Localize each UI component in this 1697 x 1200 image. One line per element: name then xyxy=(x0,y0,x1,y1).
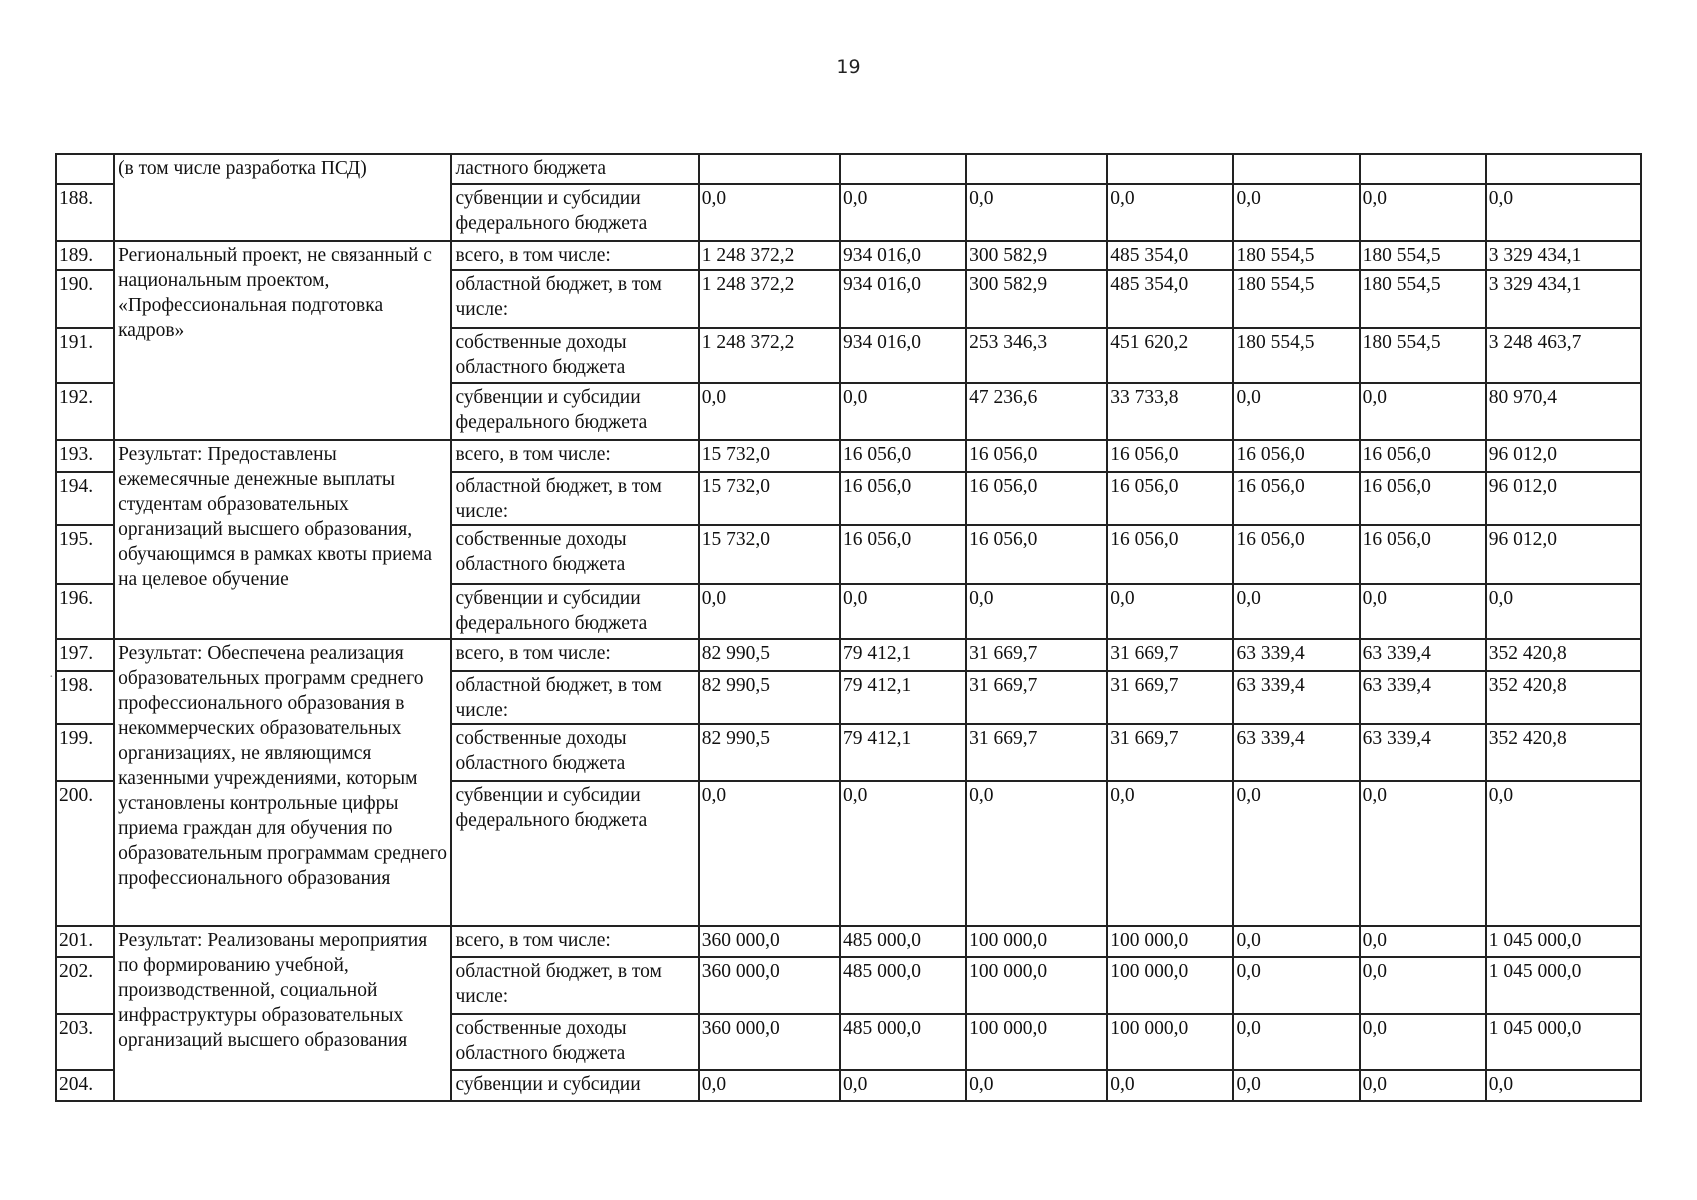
year-value-cell: 0,0 xyxy=(1360,584,1486,639)
year-value-cell: 0,0 xyxy=(1360,926,1486,957)
row-number: 197. xyxy=(56,639,114,671)
year-value-cell: 16 056,0 xyxy=(966,525,1107,584)
margin-dot: · xyxy=(49,670,54,685)
year-value-cell: 300 582,9 xyxy=(966,241,1107,270)
year-value-cell: 63 339,4 xyxy=(1360,639,1486,671)
row-number: 202. xyxy=(56,957,114,1014)
activity-description: Результат: Предоставлены ежемесячные денежные выплаты студентам образовательных организаций высшего образования, обучающимся в рамках квоты приема на целевое обучение xyxy=(114,440,451,639)
year-value-cell: 0,0 xyxy=(966,1070,1107,1101)
total-value-cell: 96 012,0 xyxy=(1486,525,1641,584)
year-value-cell: 16 056,0 xyxy=(840,472,966,525)
total-value-cell: 352 420,8 xyxy=(1486,639,1641,671)
total-value-cell: 80 970,4 xyxy=(1486,383,1641,440)
row-number: 189. xyxy=(56,241,114,270)
funding-source: областной бюджет, в том числе: xyxy=(451,472,698,525)
year-value-cell: 934 016,0 xyxy=(840,270,966,328)
row-number: 200. xyxy=(56,781,114,926)
total-value-cell: 3 248 463,7 xyxy=(1486,328,1641,383)
year-value-cell: 63 339,4 xyxy=(1233,639,1359,671)
page-number: 19 xyxy=(836,56,861,78)
year-value-cell: 31 669,7 xyxy=(966,639,1107,671)
year-value-cell: 0,0 xyxy=(1360,781,1486,926)
year-value-cell: 0,0 xyxy=(699,1070,840,1101)
year-value-cell xyxy=(1233,154,1359,184)
total-value-cell: 0,0 xyxy=(1486,584,1641,639)
year-value-cell: 0,0 xyxy=(966,184,1107,241)
year-value-cell: 253 346,3 xyxy=(966,328,1107,383)
year-value-cell: 0,0 xyxy=(699,781,840,926)
total-value-cell: 0,0 xyxy=(1486,781,1641,926)
year-value-cell: 16 056,0 xyxy=(840,525,966,584)
total-value-cell: 3 329 434,1 xyxy=(1486,241,1641,270)
year-value-cell: 0,0 xyxy=(1107,1070,1233,1101)
year-value-cell: 0,0 xyxy=(1107,584,1233,639)
year-value-cell: 0,0 xyxy=(1360,957,1486,1014)
row-number: 201. xyxy=(56,926,114,957)
year-value-cell: 31 669,7 xyxy=(1107,724,1233,781)
year-value-cell: 300 582,9 xyxy=(966,270,1107,328)
year-value-cell: 0,0 xyxy=(699,184,840,241)
year-value-cell: 31 669,7 xyxy=(1107,639,1233,671)
year-value-cell: 79 412,1 xyxy=(840,671,966,724)
year-value-cell: 0,0 xyxy=(840,184,966,241)
year-value-cell: 0,0 xyxy=(699,584,840,639)
row-number: 204. xyxy=(56,1070,114,1101)
year-value-cell: 79 412,1 xyxy=(840,639,966,671)
total-value-cell: 0,0 xyxy=(1486,1070,1641,1101)
total-value-cell: 1 045 000,0 xyxy=(1486,957,1641,1014)
year-value-cell: 16 056,0 xyxy=(1107,440,1233,472)
row-number: 190. xyxy=(56,270,114,328)
total-value-cell: 1 045 000,0 xyxy=(1486,926,1641,957)
year-value-cell: 0,0 xyxy=(1233,781,1359,926)
year-value-cell: 0,0 xyxy=(1360,1070,1486,1101)
year-value-cell: 100 000,0 xyxy=(966,1014,1107,1070)
year-value-cell: 16 056,0 xyxy=(1360,472,1486,525)
row-number: 195. xyxy=(56,525,114,584)
funding-source: всего, в том числе: xyxy=(451,440,698,472)
year-value-cell: 1 248 372,2 xyxy=(699,241,840,270)
year-value-cell: 180 554,5 xyxy=(1233,241,1359,270)
row-number xyxy=(56,154,114,184)
year-value-cell: 360 000,0 xyxy=(699,926,840,957)
year-value-cell: 16 056,0 xyxy=(1107,472,1233,525)
year-value-cell: 180 554,5 xyxy=(1360,328,1486,383)
year-value-cell: 0,0 xyxy=(966,584,1107,639)
year-value-cell xyxy=(840,154,966,184)
funding-source: субвенции и субсидии xyxy=(451,1070,698,1101)
funding-source: областной бюджет, в том числе: xyxy=(451,270,698,328)
year-value-cell: 0,0 xyxy=(966,781,1107,926)
funding-source: субвенции и субсидии федерального бюджета xyxy=(451,383,698,440)
year-value-cell: 31 669,7 xyxy=(1107,671,1233,724)
year-value-cell: 485 354,0 xyxy=(1107,270,1233,328)
activity-description: Региональный проект, не связанный с национальным проектом, «Профессиональная подготовка кадров» xyxy=(114,241,451,440)
funding-source: субвенции и субсидии федерального бюджета xyxy=(451,184,698,241)
year-value-cell: 0,0 xyxy=(1233,1014,1359,1070)
table-row xyxy=(56,154,1641,184)
year-value-cell: 0,0 xyxy=(840,383,966,440)
funding-source: собственные доходы областного бюджета xyxy=(451,525,698,584)
year-value-cell xyxy=(1107,154,1233,184)
year-value-cell: 180 554,5 xyxy=(1233,328,1359,383)
year-value-cell: 360 000,0 xyxy=(699,957,840,1014)
funding-source: субвенции и субсидии федерального бюджета xyxy=(451,584,698,639)
activity-description: Результат: Реализованы мероприятия по формированию учебной, производственной, социальной инфраструктуры образовательных организаций высшего образования xyxy=(114,926,451,1101)
year-value-cell xyxy=(1360,154,1486,184)
year-value-cell: 47 236,6 xyxy=(966,383,1107,440)
year-value-cell: 180 554,5 xyxy=(1360,270,1486,328)
budget-table xyxy=(55,153,1642,1102)
year-value-cell: 15 732,0 xyxy=(699,525,840,584)
year-value-cell: 82 990,5 xyxy=(699,639,840,671)
row-number: 194. xyxy=(56,472,114,525)
year-value-cell: 16 056,0 xyxy=(966,440,1107,472)
year-value-cell xyxy=(966,154,1107,184)
funding-source: собственные доходы областного бюджета xyxy=(451,1014,698,1070)
year-value-cell: 16 056,0 xyxy=(1233,472,1359,525)
year-value-cell: 485 000,0 xyxy=(840,957,966,1014)
year-value-cell: 16 056,0 xyxy=(1360,440,1486,472)
year-value-cell: 0,0 xyxy=(1107,781,1233,926)
year-value-cell: 180 554,5 xyxy=(1233,270,1359,328)
total-value-cell: 3 329 434,1 xyxy=(1486,270,1641,328)
year-value-cell: 0,0 xyxy=(1107,184,1233,241)
funding-source: собственные доходы областного бюджета xyxy=(451,724,698,781)
total-value-cell: 352 420,8 xyxy=(1486,724,1641,781)
year-value-cell: 79 412,1 xyxy=(840,724,966,781)
year-value-cell: 0,0 xyxy=(840,584,966,639)
year-value-cell: 100 000,0 xyxy=(1107,957,1233,1014)
year-value-cell: 360 000,0 xyxy=(699,1014,840,1070)
year-value-cell: 100 000,0 xyxy=(1107,926,1233,957)
year-value-cell: 1 248 372,2 xyxy=(699,328,840,383)
year-value-cell: 82 990,5 xyxy=(699,671,840,724)
year-value-cell: 0,0 xyxy=(1233,1070,1359,1101)
funding-source: ластного бюджета xyxy=(451,154,698,184)
year-value-cell: 63 339,4 xyxy=(1233,724,1359,781)
total-value-cell: 352 420,8 xyxy=(1486,671,1641,724)
table-row xyxy=(56,926,1641,957)
year-value-cell: 16 056,0 xyxy=(966,472,1107,525)
activity-description: Результат: Обеспечена реализация образовательных программ среднего профессионального образования в некоммерческих образовательных организациях, не являющимся казенными учреждениями, которым установлены контрольные цифры приема граждан для обучения по образовательным программам среднего профессионального образования xyxy=(114,639,451,926)
year-value-cell: 31 669,7 xyxy=(966,671,1107,724)
row-number: 203. xyxy=(56,1014,114,1070)
year-value-cell: 16 056,0 xyxy=(1360,525,1486,584)
funding-source: собственные доходы областного бюджета xyxy=(451,328,698,383)
row-number: 198. xyxy=(56,671,114,724)
row-number: 196. xyxy=(56,584,114,639)
year-value-cell: 15 732,0 xyxy=(699,472,840,525)
year-value-cell: 0,0 xyxy=(699,383,840,440)
year-value-cell: 1 248 372,2 xyxy=(699,270,840,328)
year-value-cell: 485 354,0 xyxy=(1107,241,1233,270)
year-value-cell: 16 056,0 xyxy=(1233,440,1359,472)
year-value-cell: 31 669,7 xyxy=(966,724,1107,781)
year-value-cell: 100 000,0 xyxy=(1107,1014,1233,1070)
table-row xyxy=(56,241,1641,270)
year-value-cell: 0,0 xyxy=(1233,184,1359,241)
year-value-cell: 934 016,0 xyxy=(840,241,966,270)
row-number: 192. xyxy=(56,383,114,440)
year-value-cell: 180 554,5 xyxy=(1360,241,1486,270)
funding-source: областной бюджет, в том числе: xyxy=(451,957,698,1014)
year-value-cell: 0,0 xyxy=(1233,584,1359,639)
year-value-cell: 63 339,4 xyxy=(1360,671,1486,724)
year-value-cell: 16 056,0 xyxy=(1107,525,1233,584)
year-value-cell: 82 990,5 xyxy=(699,724,840,781)
year-value-cell: 16 056,0 xyxy=(840,440,966,472)
funding-source: всего, в том числе: xyxy=(451,639,698,671)
year-value-cell: 0,0 xyxy=(1360,184,1486,241)
row-number: 188. xyxy=(56,184,114,241)
year-value-cell: 0,0 xyxy=(840,1070,966,1101)
funding-source: субвенции и субсидии федерального бюджета xyxy=(451,781,698,926)
row-number: 199. xyxy=(56,724,114,781)
row-number: 191. xyxy=(56,328,114,383)
year-value-cell: 0,0 xyxy=(1360,1014,1486,1070)
row-number: 193. xyxy=(56,440,114,472)
year-value-cell: 63 339,4 xyxy=(1233,671,1359,724)
total-value-cell: 96 012,0 xyxy=(1486,440,1641,472)
year-value-cell: 0,0 xyxy=(1233,383,1359,440)
table-body xyxy=(56,154,1641,1101)
year-value-cell: 0,0 xyxy=(1233,957,1359,1014)
year-value-cell: 15 732,0 xyxy=(699,440,840,472)
total-value-cell: 96 012,0 xyxy=(1486,472,1641,525)
total-value-cell: 1 045 000,0 xyxy=(1486,1014,1641,1070)
year-value-cell: 100 000,0 xyxy=(966,957,1107,1014)
year-value-cell: 934 016,0 xyxy=(840,328,966,383)
year-value-cell: 0,0 xyxy=(1233,926,1359,957)
funding-source: областной бюджет, в том числе: xyxy=(451,671,698,724)
year-value-cell: 33 733,8 xyxy=(1107,383,1233,440)
year-value-cell: 485 000,0 xyxy=(840,1014,966,1070)
funding-source: всего, в том числе: xyxy=(451,241,698,270)
total-value-cell xyxy=(1486,154,1641,184)
year-value-cell: 0,0 xyxy=(840,781,966,926)
year-value-cell: 485 000,0 xyxy=(840,926,966,957)
year-value-cell xyxy=(699,154,840,184)
activity-description: (в том числе разработка ПСД) xyxy=(114,154,451,241)
year-value-cell: 16 056,0 xyxy=(1233,525,1359,584)
year-value-cell: 100 000,0 xyxy=(966,926,1107,957)
funding-source: всего, в том числе: xyxy=(451,926,698,957)
table-row xyxy=(56,639,1641,671)
year-value-cell: 451 620,2 xyxy=(1107,328,1233,383)
year-value-cell: 63 339,4 xyxy=(1360,724,1486,781)
year-value-cell: 0,0 xyxy=(1360,383,1486,440)
table-row xyxy=(56,440,1641,472)
total-value-cell: 0,0 xyxy=(1486,184,1641,241)
